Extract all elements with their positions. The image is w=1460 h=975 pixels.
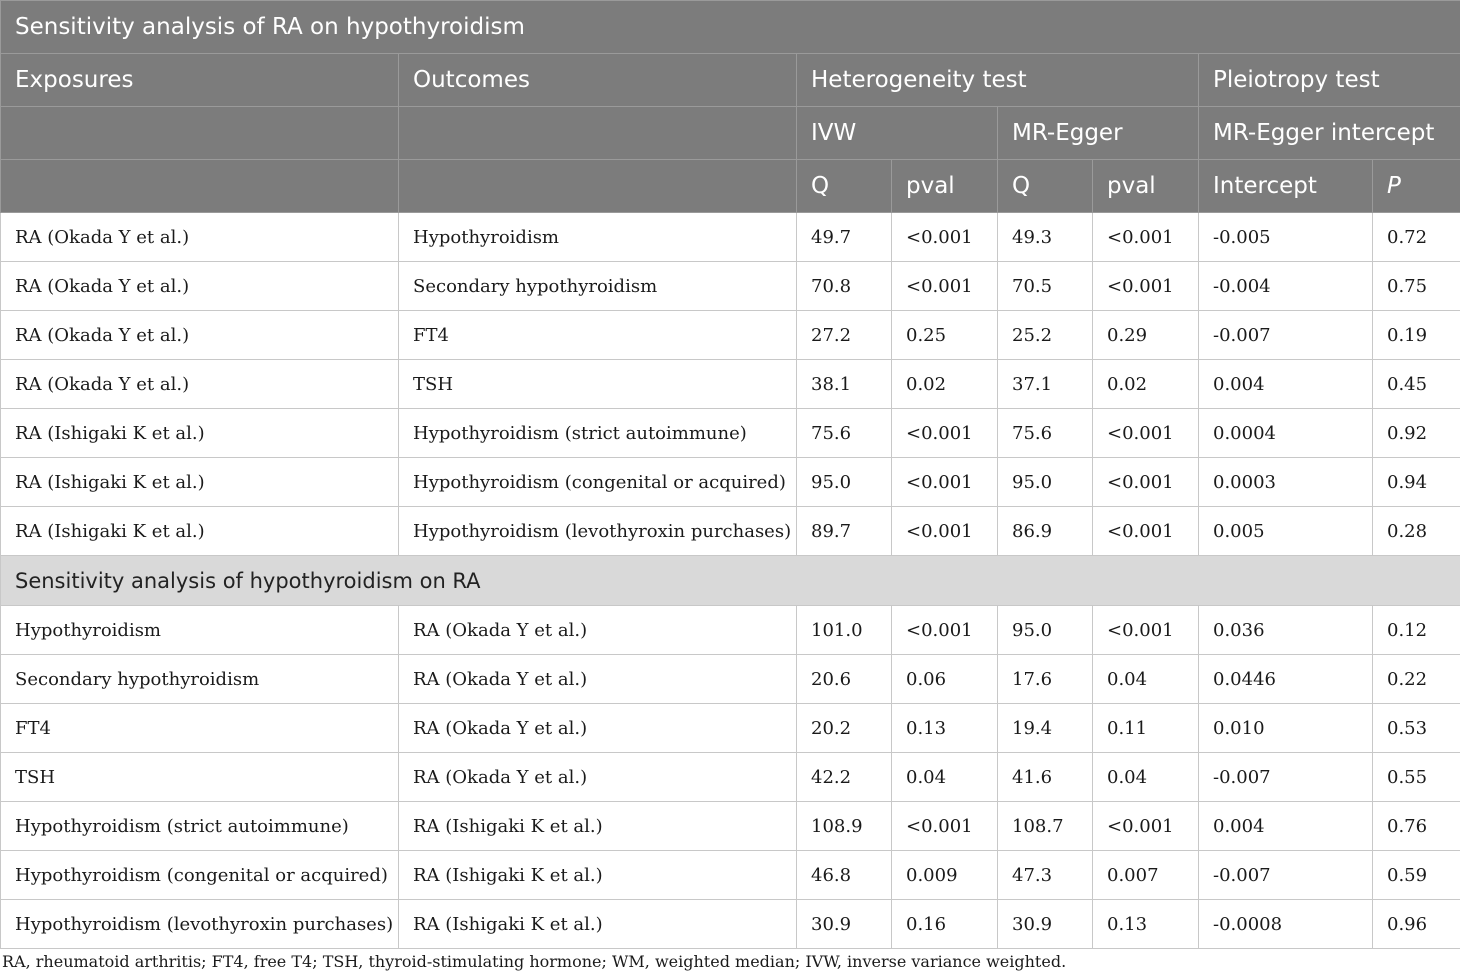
intercept-cell: -0.0008 <box>1199 900 1373 949</box>
section-header-ra-on-hypothyroidism <box>1 1 1460 54</box>
p-value-cell: 0.45 <box>1373 360 1460 409</box>
empty-header-cell <box>1 160 399 213</box>
intercept-cell: 0.010 <box>1199 704 1373 753</box>
intercept-cell: 0.005 <box>1199 507 1373 556</box>
ivw-q-cell: 89.7 <box>797 507 892 556</box>
mr-egger-pval-cell: <0.001 <box>1093 409 1199 458</box>
outcome-cell: RA (Okada Y et al.) <box>399 655 797 704</box>
intercept-header: Intercept <box>1199 160 1373 213</box>
ivw-pval-cell: <0.001 <box>892 409 998 458</box>
ivw-pval-cell: 0.02 <box>892 360 998 409</box>
header-row-2 <box>1 107 1460 160</box>
table-row <box>1 409 1460 458</box>
ivw-pval-cell: <0.001 <box>892 262 998 311</box>
mr-egger-q-cell: 19.4 <box>998 704 1093 753</box>
exposure-cell: Hypothyroidism <box>1 606 399 655</box>
section-title: Sensitivity analysis of hypothyroidism on RA <box>1 556 1460 606</box>
table-row <box>1 213 1460 262</box>
p-value-cell: 0.53 <box>1373 704 1460 753</box>
ivw-pval-cell: <0.001 <box>892 507 998 556</box>
ivw-pval-cell: <0.001 <box>892 606 998 655</box>
mr-egger-q-cell: 25.2 <box>998 311 1093 360</box>
intercept-cell: -0.004 <box>1199 262 1373 311</box>
mr-egger-pval-cell: 0.29 <box>1093 311 1199 360</box>
exposure-cell: RA (Ishigaki K et al.) <box>1 507 399 556</box>
ivw-pval-cell: 0.06 <box>892 655 998 704</box>
p-value-cell: 0.92 <box>1373 409 1460 458</box>
mr-egger-pval-cell: <0.001 <box>1093 606 1199 655</box>
mr-egger-pval-cell: 0.02 <box>1093 360 1199 409</box>
header-row-3 <box>1 160 1460 213</box>
exposure-cell: RA (Okada Y et al.) <box>1 360 399 409</box>
ivw-pval-header: pval <box>892 160 998 213</box>
mr-egger-q-cell: 17.6 <box>998 655 1093 704</box>
p-value-cell: 0.76 <box>1373 802 1460 851</box>
p-value-cell: 0.75 <box>1373 262 1460 311</box>
exposure-cell: RA (Ishigaki K et al.) <box>1 458 399 507</box>
section-title: Sensitivity analysis of RA on hypothyroidism <box>1 1 1460 54</box>
outcome-cell: RA (Ishigaki K et al.) <box>399 802 797 851</box>
ivw-pval-cell: 0.16 <box>892 900 998 949</box>
table-row <box>1 753 1460 802</box>
intercept-cell: 0.004 <box>1199 802 1373 851</box>
outcome-cell: Hypothyroidism <box>399 213 797 262</box>
pleiotropy-test-header: Pleiotropy test <box>1199 54 1460 107</box>
empty-header-cell <box>399 160 797 213</box>
intercept-cell: -0.007 <box>1199 753 1373 802</box>
table-footnote: RA, rheumatoid arthritis; FT4, free T4; TSH, thyroid-stimulating hormone; WM, weighted median; IVW, inverse variance weighted. <box>2 952 1067 971</box>
intercept-cell: -0.005 <box>1199 213 1373 262</box>
table-row <box>1 311 1460 360</box>
table-row <box>1 458 1460 507</box>
intercept-cell: -0.007 <box>1199 851 1373 900</box>
outcome-cell: TSH <box>399 360 797 409</box>
section-header-hypothyroidism-on-ra <box>1 556 1460 606</box>
mr-egger-pval-cell: <0.001 <box>1093 213 1199 262</box>
ivw-q-cell: 108.9 <box>797 802 892 851</box>
ivw-pval-cell: 0.04 <box>892 753 998 802</box>
ivw-header: IVW <box>797 107 998 160</box>
intercept-cell: 0.0446 <box>1199 655 1373 704</box>
mr-egger-pval-cell: 0.04 <box>1093 655 1199 704</box>
p-value-cell: 0.22 <box>1373 655 1460 704</box>
intercept-cell: 0.036 <box>1199 606 1373 655</box>
header-row-1 <box>1 54 1460 107</box>
mr-egger-intercept-header: MR-Egger intercept <box>1199 107 1460 160</box>
mr-egger-pval-cell: 0.007 <box>1093 851 1199 900</box>
exposure-cell: FT4 <box>1 704 399 753</box>
exposure-cell: RA (Okada Y et al.) <box>1 311 399 360</box>
mr-egger-q-cell: 41.6 <box>998 753 1093 802</box>
ivw-q-cell: 30.9 <box>797 900 892 949</box>
mr-egger-pval-cell: 0.04 <box>1093 753 1199 802</box>
empty-header-cell <box>399 107 797 160</box>
exposure-cell: TSH <box>1 753 399 802</box>
mr-egger-q-cell: 49.3 <box>998 213 1093 262</box>
mr-egger-q-cell: 75.6 <box>998 409 1093 458</box>
p-value-cell: 0.19 <box>1373 311 1460 360</box>
table-row <box>1 802 1460 851</box>
p-value-cell: 0.94 <box>1373 458 1460 507</box>
mr-egger-q-cell: 47.3 <box>998 851 1093 900</box>
ivw-q-cell: 38.1 <box>797 360 892 409</box>
mr-egger-q-cell: 37.1 <box>998 360 1093 409</box>
table-row <box>1 655 1460 704</box>
outcome-cell: Hypothyroidism (congenital or acquired) <box>399 458 797 507</box>
ivw-pval-cell: <0.001 <box>892 802 998 851</box>
mr-egger-q-cell: 30.9 <box>998 900 1093 949</box>
table-row <box>1 606 1460 655</box>
ivw-q-cell: 27.2 <box>797 311 892 360</box>
table-row <box>1 262 1460 311</box>
mr-egger-q-cell: 95.0 <box>998 458 1093 507</box>
ivw-q-cell: 95.0 <box>797 458 892 507</box>
exposure-cell: Hypothyroidism (levothyroxin purchases) <box>1 900 399 949</box>
outcome-cell: RA (Okada Y et al.) <box>399 606 797 655</box>
mr-egger-pval-cell: 0.11 <box>1093 704 1199 753</box>
table-row <box>1 360 1460 409</box>
outcome-cell: FT4 <box>399 311 797 360</box>
mr-egger-q-header: Q <box>998 160 1093 213</box>
outcome-cell: RA (Ishigaki K et al.) <box>399 900 797 949</box>
ivw-q-cell: 49.7 <box>797 213 892 262</box>
p-value-cell: 0.96 <box>1373 900 1460 949</box>
ivw-q-cell: 46.8 <box>797 851 892 900</box>
ivw-q-cell: 20.6 <box>797 655 892 704</box>
ivw-pval-cell: 0.009 <box>892 851 998 900</box>
table-row <box>1 900 1460 949</box>
mr-egger-pval-cell: <0.001 <box>1093 262 1199 311</box>
mr-egger-pval-cell: 0.13 <box>1093 900 1199 949</box>
outcome-cell: RA (Okada Y et al.) <box>399 753 797 802</box>
outcome-cell: Secondary hypothyroidism <box>399 262 797 311</box>
mr-egger-pval-cell: <0.001 <box>1093 507 1199 556</box>
mr-egger-q-cell: 108.7 <box>998 802 1093 851</box>
ivw-q-header: Q <box>797 160 892 213</box>
p-header: P <box>1373 160 1460 213</box>
intercept-cell: 0.0003 <box>1199 458 1373 507</box>
p-value-cell: 0.28 <box>1373 507 1460 556</box>
mr-egger-pval-header: pval <box>1093 160 1199 213</box>
ivw-pval-cell: 0.13 <box>892 704 998 753</box>
exposure-cell: Hypothyroidism (strict autoimmune) <box>1 802 399 851</box>
heterogeneity-test-header: Heterogeneity test <box>797 54 1199 107</box>
mr-egger-q-cell: 86.9 <box>998 507 1093 556</box>
table-row <box>1 704 1460 753</box>
mr-egger-pval-cell: <0.001 <box>1093 802 1199 851</box>
p-value-cell: 0.55 <box>1373 753 1460 802</box>
ivw-pval-cell: <0.001 <box>892 213 998 262</box>
exposure-cell: RA (Okada Y et al.) <box>1 262 399 311</box>
exposure-cell: Hypothyroidism (congenital or acquired) <box>1 851 399 900</box>
exposures-header: Exposures <box>1 54 399 107</box>
mr-egger-q-cell: 70.5 <box>998 262 1093 311</box>
p-value-cell: 0.72 <box>1373 213 1460 262</box>
ivw-pval-cell: 0.25 <box>892 311 998 360</box>
p-value-cell: 0.59 <box>1373 851 1460 900</box>
exposure-cell: RA (Okada Y et al.) <box>1 213 399 262</box>
outcome-cell: Hypothyroidism (strict autoimmune) <box>399 409 797 458</box>
exposure-cell: RA (Ishigaki K et al.) <box>1 409 399 458</box>
table-row <box>1 851 1460 900</box>
outcomes-header: Outcomes <box>399 54 797 107</box>
empty-header-cell <box>1 107 399 160</box>
ivw-q-cell: 20.2 <box>797 704 892 753</box>
intercept-cell: 0.004 <box>1199 360 1373 409</box>
ivw-pval-cell: <0.001 <box>892 458 998 507</box>
ivw-q-cell: 70.8 <box>797 262 892 311</box>
p-value-cell: 0.12 <box>1373 606 1460 655</box>
outcome-cell: RA (Okada Y et al.) <box>399 704 797 753</box>
exposure-cell: Secondary hypothyroidism <box>1 655 399 704</box>
ivw-q-cell: 42.2 <box>797 753 892 802</box>
mr-egger-q-cell: 95.0 <box>998 606 1093 655</box>
outcome-cell: RA (Ishigaki K et al.) <box>399 851 797 900</box>
outcome-cell: Hypothyroidism (levothyroxin purchases) <box>399 507 797 556</box>
table-row <box>1 507 1460 556</box>
intercept-cell: 0.0004 <box>1199 409 1373 458</box>
mr-egger-header: MR-Egger <box>998 107 1199 160</box>
intercept-cell: -0.007 <box>1199 311 1373 360</box>
mr-egger-pval-cell: <0.001 <box>1093 458 1199 507</box>
ivw-q-cell: 75.6 <box>797 409 892 458</box>
ivw-q-cell: 101.0 <box>797 606 892 655</box>
